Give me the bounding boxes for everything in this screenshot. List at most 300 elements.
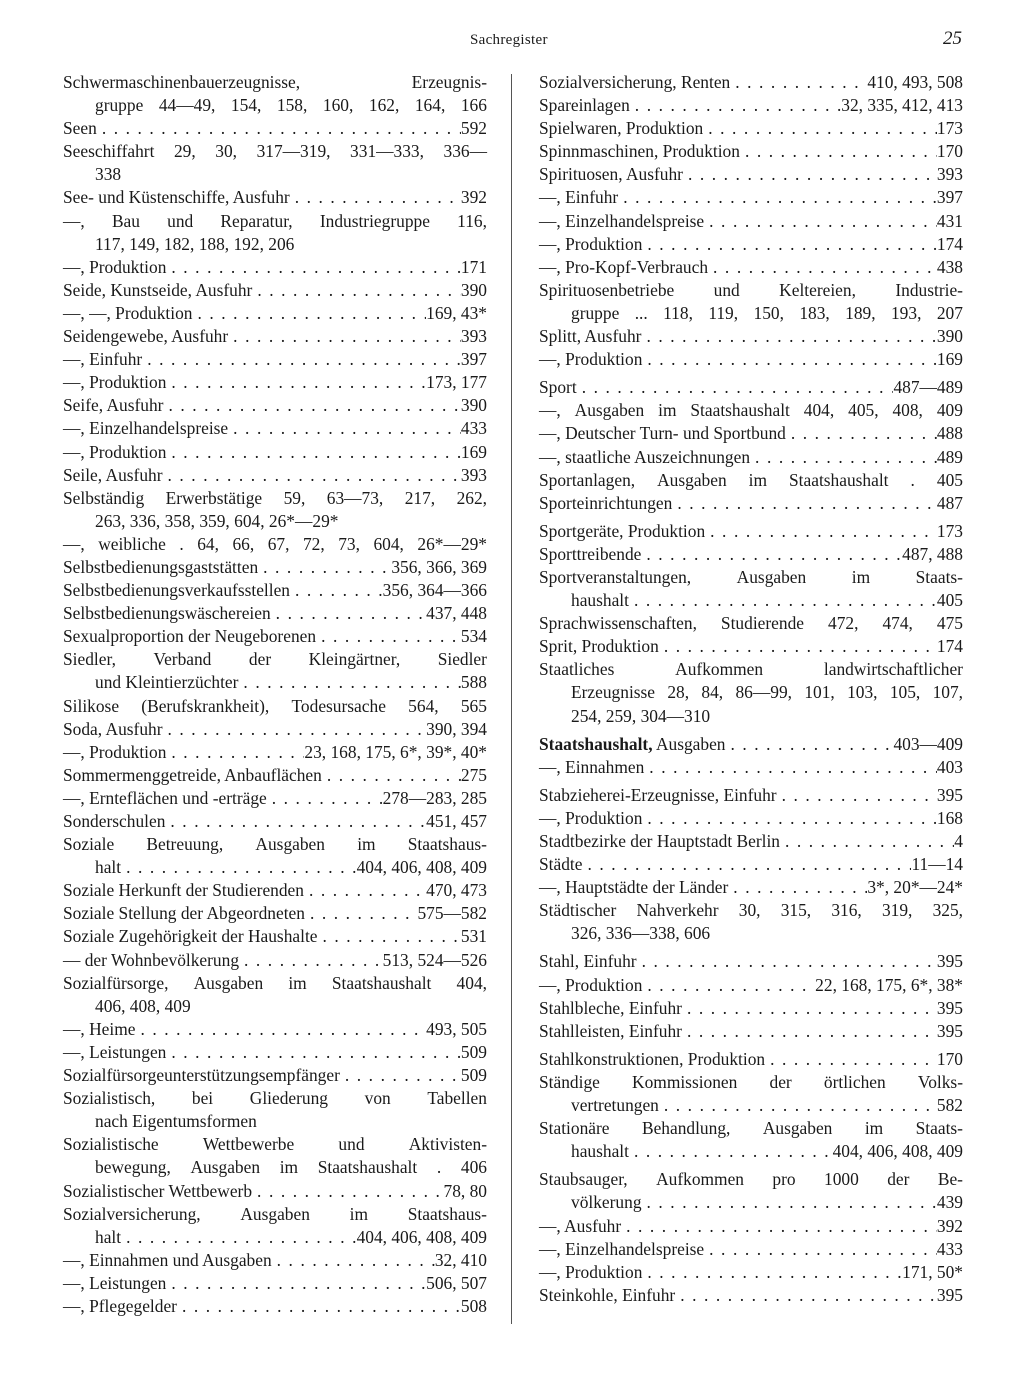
index-entry-word: 158,	[276, 95, 308, 116]
index-entry-term: —, Produktion	[539, 233, 643, 254]
index-entry	[63, 1180, 487, 1203]
index-entry-term: Sexualproportion der Neugeborenen	[63, 626, 317, 647]
index-entry-pages: 11—14	[911, 854, 963, 875]
leader-dots	[618, 186, 937, 209]
index-entry-word: 72,	[302, 533, 325, 554]
index-entry-line	[63, 140, 487, 163]
index-entry-pages: 451, 457	[426, 811, 487, 831]
index-entry-pages: 395	[936, 997, 963, 1018]
index-entry-pages: 169, 43*	[426, 302, 487, 323]
index-entry-line	[63, 1087, 487, 1110]
index-entry	[539, 1238, 963, 1261]
index-entry-term: —, Produktion	[63, 441, 167, 462]
index-entry-term: haushalt	[571, 1141, 629, 1162]
index-entry-word: Ausgaben	[255, 834, 325, 855]
index-entry-word: 119,	[708, 302, 739, 323]
index-entry-line	[539, 566, 963, 589]
index-entry	[63, 256, 487, 279]
index-entry-line	[539, 876, 963, 899]
index-entry-term: —, Produktion	[539, 349, 643, 370]
index-entry-pages: 403	[936, 756, 963, 777]
index-entry-word: 1000	[824, 1169, 859, 1190]
index-entry-word: Sozialfürsorge,	[63, 972, 169, 993]
index-entry-term: —, Einnahmen und Ausgaben	[63, 1249, 272, 1270]
index-entry-word: 63—73,	[326, 487, 384, 508]
index-entry-term: —, Produktion	[539, 1261, 643, 1282]
index-entry-term	[539, 733, 726, 756]
leader-dots	[304, 879, 426, 902]
leader-dots	[252, 1180, 443, 1203]
leader-dots	[675, 1284, 937, 1307]
index-entry-line	[539, 1117, 963, 1140]
index-entry-word: der	[769, 1071, 792, 1092]
index-entry	[539, 635, 963, 658]
index-entry	[539, 543, 963, 566]
index-entry-word: Städtischer	[539, 900, 617, 921]
leader-dots	[228, 325, 461, 348]
index-entry-line	[539, 163, 963, 186]
index-entry-pages: 404, 406, 408, 409	[356, 857, 487, 878]
index-entry-line	[539, 1168, 963, 1191]
leader-dots	[780, 830, 954, 853]
index-entry-pages: 173, 177	[426, 372, 487, 393]
index-entry-pages: 405	[936, 590, 963, 611]
index-entry	[63, 972, 487, 1018]
index-entry-pages: 275	[460, 764, 487, 785]
index-entry	[63, 1041, 487, 1064]
index-entry-continuation	[539, 681, 963, 704]
index-entry	[63, 718, 487, 741]
index-entry	[539, 1168, 963, 1214]
index-entry-line	[63, 394, 487, 417]
index-entry-word: 116,	[457, 210, 487, 231]
index-entry-word: ...	[634, 302, 648, 323]
index-entry-line	[539, 543, 963, 566]
index-entry-line	[63, 949, 487, 972]
index-entry-line	[539, 1261, 963, 1284]
index-entry-word: Verband	[153, 649, 212, 670]
page-header	[0, 28, 1024, 54]
index-entry	[539, 140, 963, 163]
index-entry	[539, 469, 963, 492]
index-entry-line	[539, 186, 963, 209]
index-entry-word: gruppe	[571, 302, 620, 323]
index-entry-line	[63, 695, 487, 718]
index-entry-word: 404,	[456, 972, 487, 993]
index-entry-term: Sozialfürsorgeunterstützungsempfänger	[63, 1065, 340, 1086]
leader-dots	[682, 1020, 937, 1043]
leader-dots	[777, 784, 937, 807]
index-entry-word: Stationäre	[539, 1118, 610, 1139]
index-entry-word: gruppe	[95, 95, 144, 116]
index-entry-word: —,	[63, 210, 85, 231]
leader-dots	[290, 186, 461, 209]
index-entry-word: Kleingärtner,	[308, 649, 401, 670]
index-entry-word: Staubsauger,	[539, 1169, 628, 1190]
index-entry-line	[63, 972, 487, 995]
index-entry	[63, 71, 487, 117]
index-entry-line	[63, 1041, 487, 1064]
index-entry-pages: 278—283, 285	[382, 787, 487, 808]
index-entry	[539, 1020, 963, 1043]
index-entry-term: Sportgeräte, Produktion	[539, 520, 706, 541]
index-entry-word: Siedler	[437, 649, 487, 670]
index-entry-pages: 393	[460, 464, 487, 485]
index-entry-line	[539, 1215, 963, 1238]
index-entry-word: Staatshaushalt	[331, 972, 432, 993]
index-entry	[63, 1133, 487, 1179]
index-entry-line	[539, 446, 963, 469]
index-entry	[63, 879, 487, 902]
index-entry-word: Siedler,	[63, 649, 116, 670]
index-entry-continuation	[539, 1140, 963, 1163]
index-entry-pages: 170	[936, 141, 963, 162]
index-entry-continuation	[63, 995, 487, 1018]
index-entry-term: Sprit, Produktion	[539, 636, 659, 657]
leader-dots	[704, 210, 937, 233]
index-entry-word: 44—49,	[158, 95, 216, 116]
index-entry	[63, 741, 487, 764]
index-entry	[539, 256, 963, 279]
index-entry-line	[63, 1018, 487, 1041]
index-entry-word: Ausgaben	[193, 972, 264, 993]
index-entry-term: und Kleintierzüchter	[95, 672, 239, 693]
index-entry-term: Steinkohle, Einfuhr	[539, 1284, 676, 1305]
index-entry-term: —, Einzelhandelspreise	[539, 210, 705, 231]
index-entry	[63, 464, 487, 487]
index-entry-line	[539, 830, 963, 853]
index-entry	[63, 579, 487, 602]
index-entry-term: Soziale Zugehörigkeit der Haushalte	[63, 926, 318, 947]
index-entry-word: Staats-	[915, 566, 963, 587]
index-entry	[539, 830, 963, 853]
index-entry-word: 325,	[932, 900, 963, 921]
index-entry-line	[63, 810, 487, 833]
leader-dots	[659, 1094, 937, 1117]
index-entry-word: 564,	[408, 695, 439, 716]
index-entry-word: der	[887, 1169, 910, 1190]
index-entry	[63, 533, 487, 556]
index-entry-term: haushalt	[571, 590, 629, 611]
index-entry-term: 263, 336, 358, 359, 604, 26*—29*	[95, 510, 339, 531]
index-entry-pages: 439	[936, 1192, 963, 1213]
page-number: 25	[943, 28, 962, 49]
index-entry-line	[63, 648, 487, 671]
index-entry-word: Selbständig	[63, 487, 145, 508]
index-entry-word: .	[179, 533, 184, 554]
index-entry-term: 406, 408, 409	[95, 995, 191, 1016]
index-entry-term: Sommermenggetreide, Anbauflächen	[63, 764, 322, 785]
index-entry-pages: 582	[936, 1095, 963, 1116]
leader-dots	[163, 718, 427, 741]
index-entry-word: Ausgaben	[240, 1203, 310, 1224]
index-entry	[63, 1018, 487, 1041]
index-entry-line	[63, 925, 487, 948]
index-entry-pages: 174	[936, 233, 963, 254]
index-entry-word: Ausgaben	[190, 1157, 261, 1178]
index-entry-word: 193,	[890, 302, 922, 323]
index-entry-term: —, Heime	[63, 1018, 136, 1039]
index-entry-word: im	[357, 834, 376, 855]
index-entry	[63, 394, 487, 417]
index-entry	[539, 1261, 963, 1284]
index-entry-word: und	[338, 1134, 365, 1155]
index-entry-word: 103,	[847, 682, 878, 703]
index-entry-line	[539, 348, 963, 371]
leader-dots	[166, 371, 426, 394]
index-entry-term: halt	[95, 1226, 122, 1247]
index-entry-term: —, Deutscher Turn- und Sportbund	[539, 423, 786, 444]
index-entry	[63, 1249, 487, 1272]
index-entry	[539, 899, 963, 945]
index-entry-word: Sportveranstaltungen,	[539, 566, 692, 587]
index-entry-word: 317—319,	[256, 141, 331, 162]
index-entry-line	[539, 117, 963, 140]
index-entry-line	[539, 469, 963, 492]
index-entry-term: 326, 336—338, 606	[571, 923, 711, 944]
index-entry-pages: 509	[460, 1065, 487, 1086]
index-entry-line	[539, 635, 963, 658]
index-entry	[539, 997, 963, 1020]
index-entry-term: —, Pro-Kopf-Verbrauch	[539, 256, 709, 277]
index-entry-term: Sport	[539, 377, 577, 398]
index-entry-continuation	[63, 671, 487, 694]
index-entry	[539, 94, 963, 117]
index-entry-pages: 592	[460, 118, 487, 139]
leader-dots	[340, 1064, 461, 1087]
index-entry-word: Reparatur,	[220, 210, 293, 231]
index-entry-word: 162,	[368, 95, 400, 116]
index-entry-term: Stahlleisten, Einfuhr	[539, 1020, 682, 1041]
index-entry-pages: 174	[936, 636, 963, 657]
index-entry-pages: 431	[936, 210, 963, 231]
index-entry-line	[539, 256, 963, 279]
index-entry-pages: 3*, 20*—24*	[867, 877, 963, 898]
index-entry-line	[63, 71, 487, 94]
index-entry	[63, 348, 487, 371]
index-entry-term: —, Produktion	[63, 741, 167, 762]
index-entry-term: —, Pflegegelder	[63, 1295, 177, 1316]
leader-dots	[267, 787, 383, 810]
index-entry	[63, 371, 487, 394]
index-entry-line	[539, 210, 963, 233]
column-divider	[511, 74, 512, 1324]
index-entry-line	[539, 233, 963, 256]
index-entry-line	[63, 787, 487, 810]
index-entry-pages: 78, 80	[443, 1180, 487, 1201]
index-entry	[63, 949, 487, 972]
index-entry-pages: 531	[460, 926, 487, 947]
index-entry	[539, 612, 963, 635]
index-entry-word: im	[279, 1157, 299, 1178]
index-entry	[63, 648, 487, 694]
index-entry-continuation	[539, 922, 963, 945]
index-entry	[539, 446, 963, 469]
index-entry-pages: 169	[460, 441, 487, 462]
index-entry-pages: 356, 364—366	[382, 580, 487, 601]
index-entry-term: Seile, Ausfuhr	[63, 464, 163, 485]
index-entry-line	[539, 853, 963, 876]
leader-dots	[765, 1048, 937, 1071]
leader-dots	[629, 1140, 833, 1163]
index-entry-word: 604,	[373, 533, 404, 554]
index-entry-word: 29,	[173, 141, 196, 162]
index-entry-term: Seen	[63, 118, 97, 139]
leader-dots	[683, 163, 937, 186]
index-entry-pages: 169	[936, 349, 963, 370]
index-entry	[63, 117, 487, 140]
index-entry	[63, 325, 487, 348]
index-entry-line	[63, 348, 487, 371]
leader-dots	[642, 807, 937, 830]
index-entry-line	[539, 1020, 963, 1043]
index-entry-line	[63, 1180, 487, 1203]
index-entry-term: Sonderschulen	[63, 811, 166, 831]
index-entry-term: nach Eigentumsformen	[95, 1111, 257, 1132]
index-entry	[539, 71, 963, 94]
index-entry-word: bei	[191, 1088, 214, 1109]
index-entry-word: Staatshaushalt	[317, 1157, 418, 1178]
index-entry-line	[539, 1071, 963, 1094]
leader-dots	[163, 394, 460, 417]
index-entry	[63, 279, 487, 302]
index-entry-word: Staatshaushalt	[789, 469, 889, 490]
index-entry-term: —, Einzelhandelspreise	[63, 418, 229, 439]
index-entry-term: Soziale Herkunft der Studierenden	[63, 880, 304, 901]
index-entry	[63, 140, 487, 186]
index-entry-word: Todesursache	[291, 695, 386, 716]
index-entry-term: Spareinlagen	[539, 95, 630, 116]
index-entry-continuation	[539, 589, 963, 612]
index-entry-continuation	[63, 163, 487, 186]
index-entry-word: 30,	[215, 141, 238, 162]
index-entry-word: 404,	[803, 400, 835, 421]
index-entry-word: Keltereien,	[779, 279, 856, 300]
index-entry-word: 189,	[845, 302, 876, 323]
index-entry-word: 405	[936, 469, 963, 490]
index-entry-pages: 4	[954, 831, 963, 851]
index-entry	[539, 784, 963, 807]
index-entry-term: vertretungen	[571, 1095, 659, 1116]
index-entry-continuation	[63, 94, 487, 117]
leader-dots	[644, 756, 937, 779]
index-entry-pages: 397	[460, 349, 487, 370]
index-entry	[539, 186, 963, 209]
index-entry-pages: 170	[936, 1048, 963, 1069]
index-entry-term: —, Einnahmen	[539, 756, 645, 777]
index-entry-pages: 487, 488	[902, 543, 963, 564]
index-entry-pages: 395	[936, 784, 963, 805]
leader-dots	[621, 1215, 937, 1238]
leader-dots	[642, 974, 815, 997]
index-entry-word: 154,	[230, 95, 262, 116]
index-entry-pages: 575—582	[417, 903, 487, 924]
index-entry-word: 262,	[456, 487, 487, 508]
index-entry	[539, 163, 963, 186]
index-entry-pages: 395	[936, 951, 963, 972]
index-entry-word: Staatshaus-	[407, 1203, 487, 1224]
index-entry-pages: 390	[460, 279, 487, 300]
index-entry-word: Spirituosenbetriebe	[539, 279, 675, 300]
leader-dots	[97, 117, 461, 140]
index-entry-word: 164,	[414, 95, 446, 116]
index-entry-word: Erzeugnisse	[571, 682, 656, 703]
index-entry-word: Sprachwissenschaften,	[539, 613, 697, 634]
index-entry-word: 64,	[197, 533, 219, 554]
index-entry-word: Sportanlagen,	[539, 469, 636, 490]
index-entry-line	[63, 556, 487, 579]
index-entry-word: Staatshaushalt	[690, 400, 790, 421]
index-entry-word: 472,	[828, 613, 859, 634]
index-entry-word: Schwermaschinenbauerzeugnisse,	[63, 72, 301, 92]
index-entry	[539, 1215, 963, 1238]
index-column-left	[63, 71, 487, 1318]
index-entry	[63, 1087, 487, 1133]
index-entry-word: Bau	[111, 210, 140, 231]
leader-dots	[165, 810, 426, 833]
index-entry-line	[539, 974, 963, 997]
index-entry	[539, 325, 963, 348]
index-entry-pages: 513, 524—526	[382, 949, 487, 970]
leader-dots	[641, 543, 902, 566]
index-entry-pages: 404, 406, 408, 409	[832, 1141, 963, 1162]
index-entry	[539, 117, 963, 140]
index-entry-word: 565	[460, 695, 487, 716]
index-entry-line	[63, 325, 487, 348]
index-entry-word: 408,	[892, 400, 923, 421]
index-entry	[63, 1203, 487, 1249]
index-entry-word: 105,	[889, 682, 921, 703]
index-entry-line	[539, 422, 963, 445]
index-entry	[539, 1048, 963, 1071]
index-entry	[539, 756, 963, 779]
index-entry-word: Ausgaben	[762, 1118, 833, 1139]
leader-dots	[641, 325, 936, 348]
index-entry-pages: 410, 493, 508	[867, 72, 963, 92]
index-entry-word: 59,	[283, 487, 306, 508]
index-entry-term: —, Produktion	[63, 372, 167, 393]
index-entry-line	[63, 602, 487, 625]
index-entry-term: Städte	[539, 854, 583, 875]
index-entry-term: Stadtbezirke der Hauptstadt Berlin	[539, 831, 780, 851]
index-entry	[63, 1295, 487, 1318]
index-entry-word: im	[658, 400, 677, 421]
leader-dots	[290, 579, 383, 602]
index-entry-pages: 392	[936, 1215, 963, 1236]
leader-dots	[708, 256, 937, 279]
index-entry-word: und	[167, 210, 194, 231]
index-entry	[539, 1071, 963, 1117]
leader-dots	[726, 733, 894, 756]
index-entry-pages: 493, 505	[426, 1018, 487, 1039]
index-entry-term: 254, 259, 304—310	[571, 705, 711, 726]
index-entry-word: im	[748, 469, 768, 490]
index-entry	[63, 695, 487, 718]
index-entry-line	[539, 94, 963, 117]
index-entry-line	[539, 520, 963, 543]
index-entry-line	[63, 441, 487, 464]
index-entry	[63, 625, 487, 648]
leader-dots	[239, 949, 383, 972]
index-entry-pages: 506, 507	[426, 1272, 487, 1293]
index-entry-pages: 395	[936, 1284, 963, 1305]
index-entry-term: —, Einfuhr	[539, 187, 619, 208]
index-entry-term: See- und Küstenschiffe, Ausfuhr	[63, 187, 290, 208]
index-entry	[539, 566, 963, 612]
index-entry	[63, 210, 487, 256]
index-entry-pages: 168	[936, 807, 963, 828]
index-entry-line	[63, 533, 487, 556]
